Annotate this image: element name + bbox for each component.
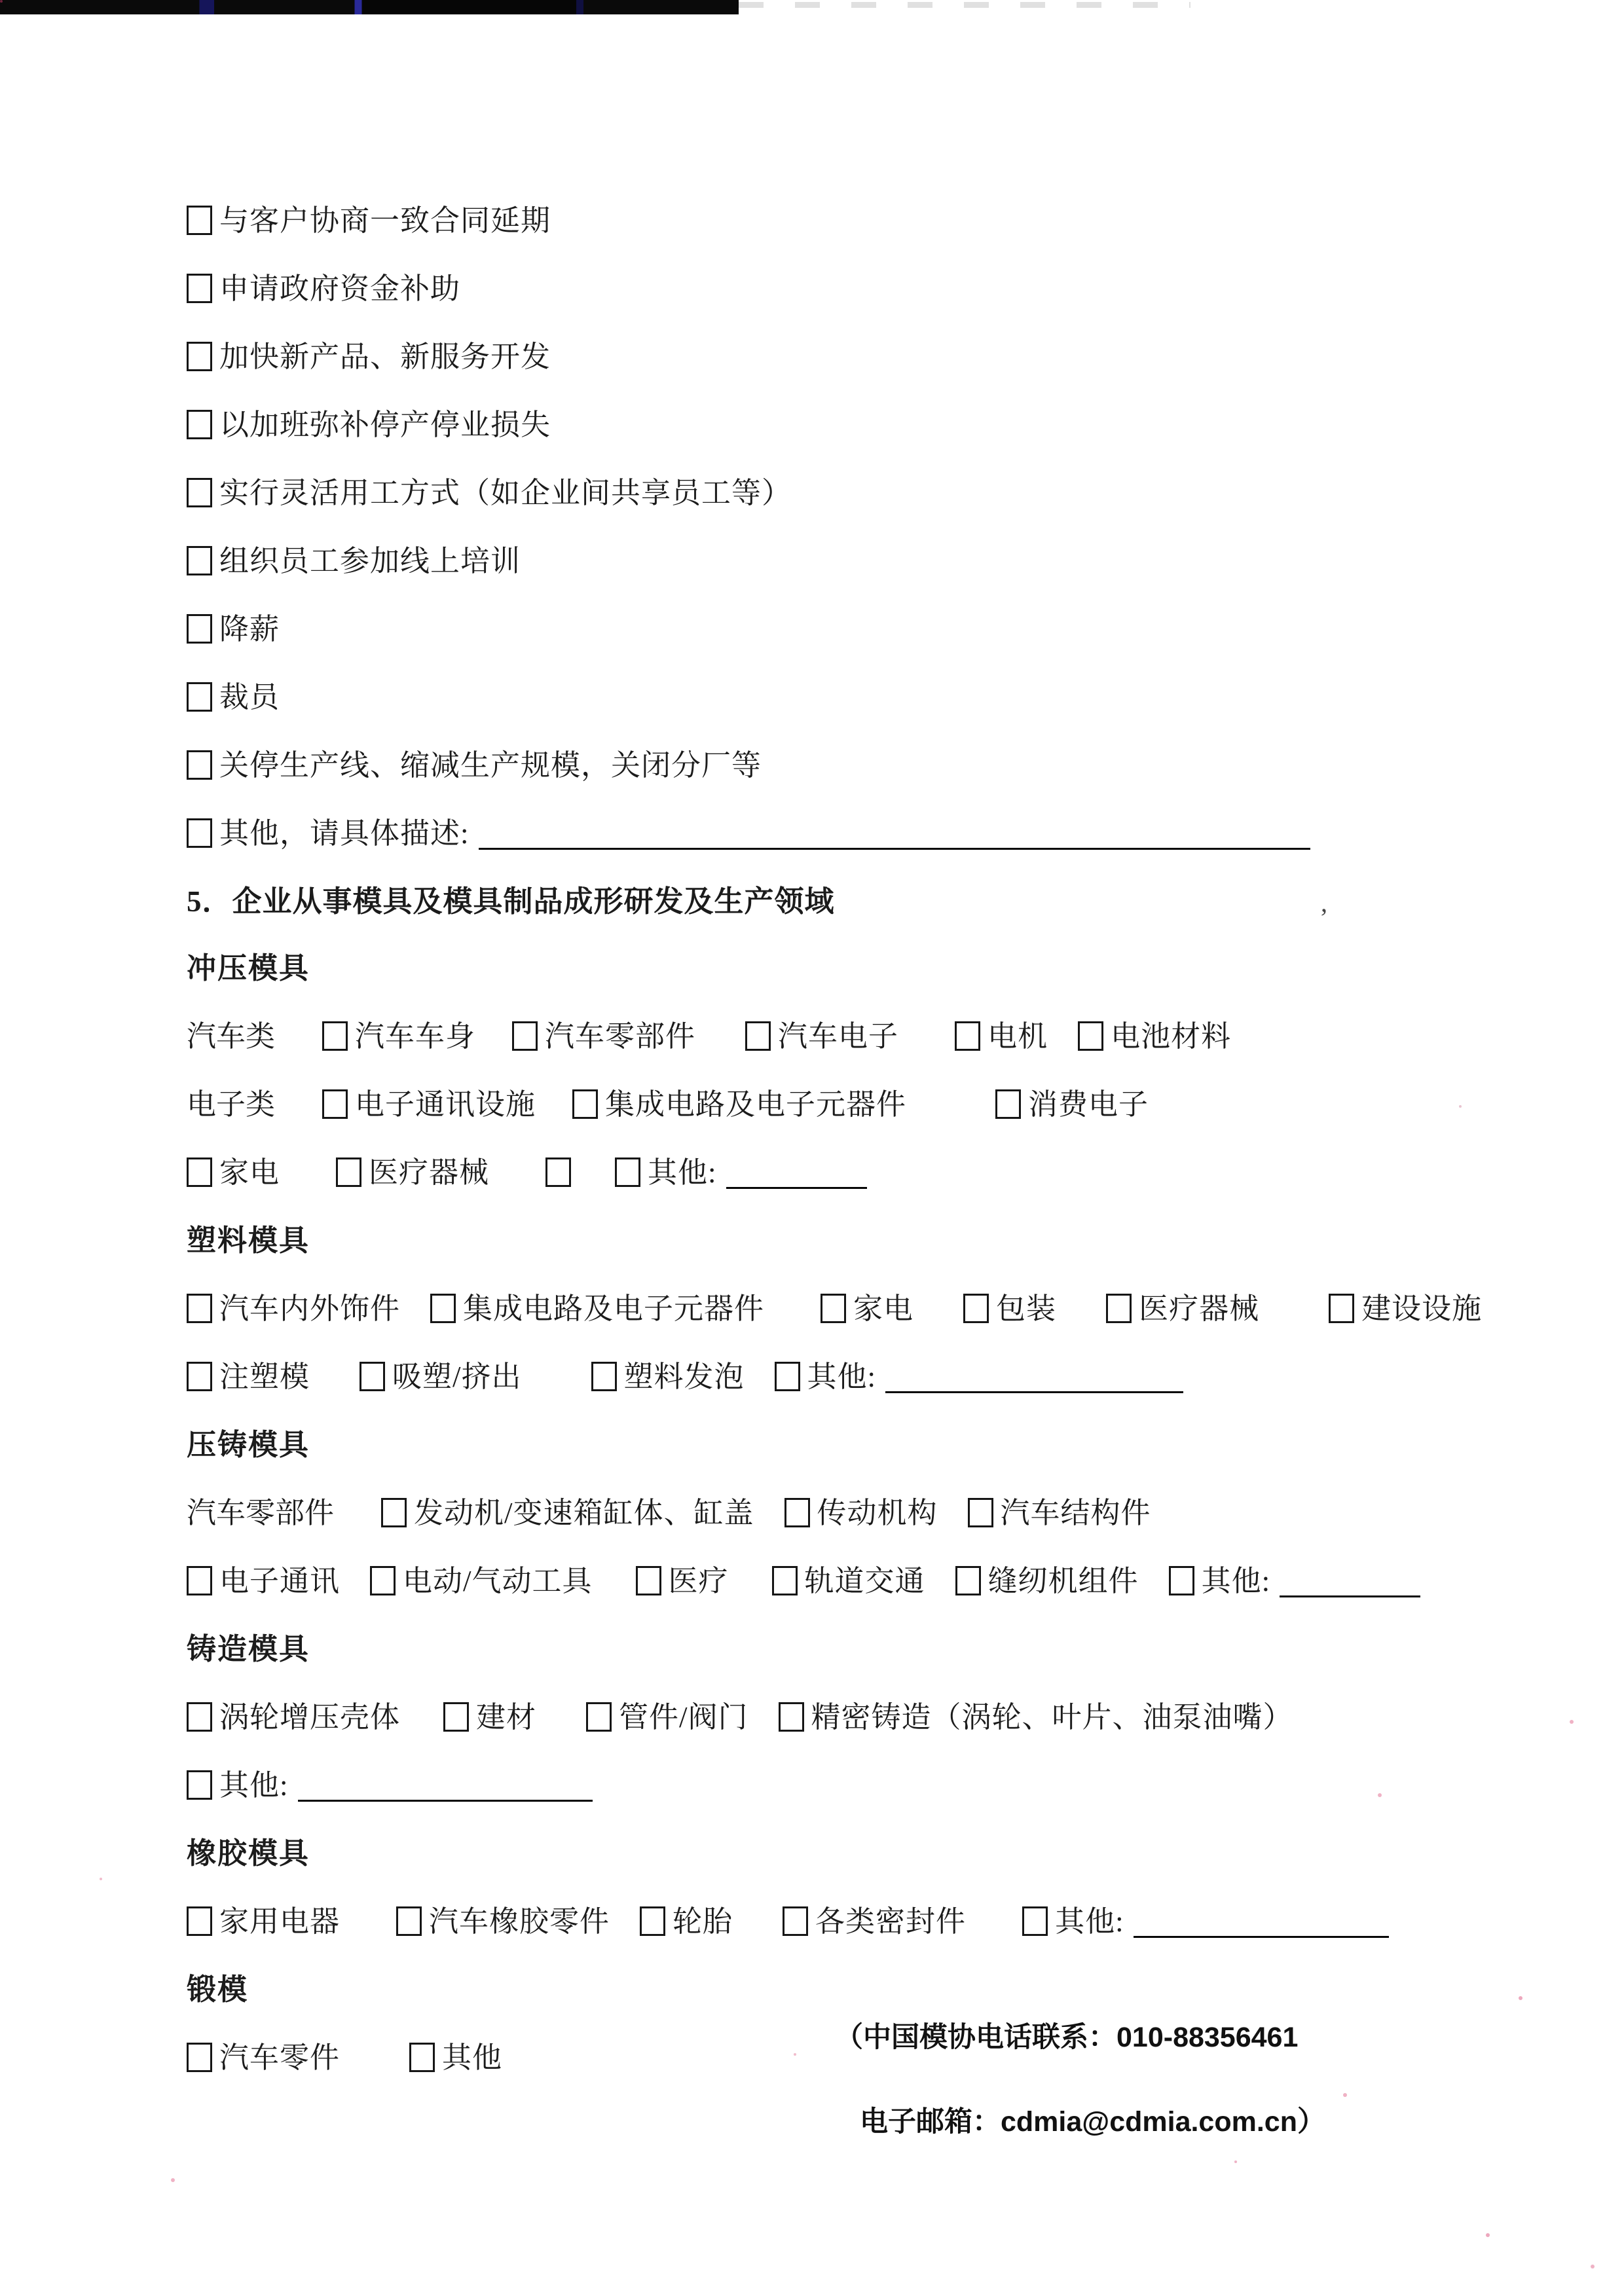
checkbox[interactable] (955, 1021, 980, 1051)
option-item (187, 1290, 400, 1328)
option-item (1106, 1290, 1259, 1328)
option-label: 以加班弥补停产停业损失 (219, 409, 551, 441)
option-item (360, 1358, 522, 1396)
option-item (1329, 1290, 1482, 1328)
option-label: 实行灵活用工方式（如企业间共享员工等） (219, 477, 792, 509)
option-item (430, 1290, 764, 1328)
option-label: 其他: (807, 1360, 877, 1393)
option-item (963, 1290, 1056, 1328)
scan-stray-mark: ’ (1320, 903, 1329, 932)
option-item (409, 2039, 502, 2077)
checkbox[interactable] (187, 1362, 212, 1391)
checkbox[interactable] (360, 1362, 385, 1391)
option-item (187, 1766, 593, 1804)
option-label: 组织员工参加线上培训 (219, 545, 521, 577)
option-label: 汽车电子 (778, 1020, 899, 1053)
checkbox[interactable] (995, 1089, 1021, 1119)
option-label: 汽车内外饰件 (219, 1292, 401, 1325)
option-label: 缝纫机组件 (987, 1565, 1139, 1597)
option-label: 注塑模 (219, 1360, 310, 1393)
checkbox[interactable] (779, 1702, 804, 1732)
option-label: 家电 (219, 1156, 280, 1189)
option-label: 加快新产品、新服务开发 (219, 340, 551, 373)
option-item (775, 1358, 1184, 1396)
option-item (1022, 1903, 1389, 1941)
checkbox[interactable] (187, 2043, 212, 2072)
checkbox[interactable] (636, 1566, 661, 1595)
option-label: 塑料发泡 (623, 1360, 745, 1393)
other-fill-line[interactable] (1134, 1911, 1389, 1938)
option-label: 降薪 (219, 613, 280, 646)
option-label: 关停生产线、缩减生产规模，关闭分厂等 (219, 749, 762, 782)
checkbox[interactable] (1078, 1021, 1103, 1051)
option-row (187, 1358, 1464, 1396)
option-label: 汽车零件 (219, 2041, 341, 2074)
checkbox[interactable] (955, 1566, 981, 1595)
option-item (955, 1562, 1139, 1600)
option-item (968, 1494, 1151, 1532)
option-label: 电动/气动工具 (403, 1565, 593, 1597)
option-row (187, 1903, 1464, 1941)
option-label: 裁员 (219, 681, 280, 714)
option-item (187, 1562, 340, 1600)
option-item (187, 270, 460, 308)
option-label: 其他: (648, 1156, 717, 1189)
option-label: 医疗器械 (1139, 1292, 1260, 1325)
option-label: 电子通讯 (219, 1565, 341, 1597)
option-label: 吸塑/挤出 (392, 1360, 522, 1393)
option-label: 其他: (219, 1769, 289, 1802)
checkbox[interactable] (784, 1498, 810, 1527)
option-item (187, 1494, 351, 1532)
other-fill-line[interactable] (726, 1162, 867, 1189)
checkbox[interactable] (187, 1294, 212, 1323)
option-label: 其他 (442, 2041, 503, 2074)
checkbox[interactable] (370, 1566, 396, 1595)
checkbox[interactable] (1106, 1294, 1132, 1323)
option-item (187, 746, 762, 784)
checkbox[interactable] (586, 1702, 612, 1732)
option-item (187, 1698, 400, 1736)
question5-title: 5．企业从事模具及模具制品成形研发及生产领域 (187, 885, 835, 918)
association-contact-note (835, 2015, 1555, 2140)
checkbox[interactable] (615, 1157, 640, 1187)
checkbox[interactable] (187, 750, 212, 780)
checkbox[interactable] (336, 1157, 361, 1187)
option-item (615, 1154, 867, 1192)
checkbox[interactable] (396, 1906, 422, 1936)
option-label: 建设设施 (1361, 1292, 1483, 1325)
option-item (187, 1085, 292, 1123)
checkbox[interactable] (1169, 1566, 1194, 1595)
section-heading: 塑料模具 (187, 1224, 310, 1257)
checkbox[interactable] (187, 342, 212, 371)
checkbox[interactable] (187, 682, 212, 712)
option-item (187, 1154, 280, 1192)
checkbox[interactable] (187, 614, 212, 644)
option-item (572, 1085, 906, 1123)
section-heading: 橡胶模具 (187, 1837, 310, 1870)
option-item (640, 1903, 733, 1941)
contact-phone-line: （中国模协电话联系：010-88356461 (835, 2022, 1299, 2053)
option-item (772, 1562, 925, 1600)
option-item (370, 1562, 593, 1600)
option-row (187, 1562, 1464, 1600)
option-row (187, 1766, 1464, 1804)
checkbox[interactable] (187, 478, 212, 507)
option-item (636, 1562, 729, 1600)
option-label: 医疗 (668, 1565, 729, 1597)
option-label: 轨道交通 (804, 1565, 925, 1597)
section-heading: 铸造模具 (187, 1633, 310, 1666)
scan-artifact-top-band (0, 0, 739, 14)
option-item (187, 474, 792, 512)
option-label: 集成电路及电子元器件 (463, 1292, 765, 1325)
option-label: 其他: (1055, 1905, 1124, 1938)
option-row (187, 1154, 1464, 1192)
option-label: 申请政府资金补助 (219, 272, 461, 305)
option-item (381, 1494, 754, 1532)
option-row (187, 406, 1464, 444)
checkbox[interactable] (430, 1294, 456, 1323)
contact-email-line: 电子邮箱：cdmia@cdmia.com.cn） (860, 2106, 1325, 2138)
option-item (187, 542, 521, 580)
option-item (784, 1494, 938, 1532)
option-item (586, 1698, 748, 1736)
option-row (187, 746, 1464, 784)
option-item (512, 1017, 695, 1055)
option-label: 涡轮增压壳体 (219, 1701, 401, 1734)
option-row (187, 1085, 1464, 1123)
option-label: 电池材料 (1111, 1020, 1232, 1053)
option-label: 建材 (476, 1701, 537, 1734)
option-row (187, 1290, 1483, 1328)
option-item (187, 814, 1310, 852)
option-row (187, 270, 1464, 308)
option-label: 家电 (853, 1292, 914, 1325)
option-label: 管件/阀门 (619, 1701, 748, 1734)
option-item (187, 338, 551, 376)
scan-noise-speckles (0, 0, 3, 3)
option-label: 与客户协商一致合同延期 (219, 204, 551, 237)
option-item (187, 678, 280, 716)
checkbox[interactable] (187, 1770, 212, 1800)
option-row (187, 338, 1464, 376)
option-item (187, 610, 280, 648)
other-fill-line[interactable] (479, 823, 1310, 850)
option-item (779, 1698, 1293, 1736)
option-row (187, 542, 1464, 580)
checkbox[interactable] (772, 1566, 798, 1595)
scan-artifact-top-band-faint (739, 2, 1190, 8)
option-item (1078, 1017, 1231, 1055)
option-item (322, 1017, 475, 1055)
option-label: 汽车结构件 (1000, 1497, 1151, 1529)
checkbox[interactable] (381, 1498, 407, 1527)
option-label: 包装 (996, 1292, 1057, 1325)
checkbox[interactable] (591, 1362, 617, 1391)
option-item (1169, 1562, 1421, 1600)
option-item (187, 1017, 292, 1055)
question5-sections (187, 949, 1483, 2077)
option-item (955, 1017, 1048, 1055)
section-heading: 锻模 (187, 1973, 249, 2006)
option-label: 医疗器械 (369, 1156, 490, 1189)
option-item (336, 1154, 489, 1192)
checkbox[interactable] (821, 1294, 846, 1323)
option-row (187, 1494, 1464, 1532)
section-heading: 压铸模具 (187, 1429, 310, 1461)
option-item (187, 202, 551, 240)
checkbox[interactable] (745, 1021, 771, 1051)
checkbox[interactable] (512, 1021, 538, 1051)
option-label: 汽车橡胶零件 (429, 1905, 610, 1938)
option-item (745, 1017, 898, 1055)
option-label: 各类密封件 (815, 1905, 967, 1938)
checkbox[interactable] (963, 1294, 989, 1323)
other-fill-line[interactable] (298, 1775, 593, 1802)
option-label: 家用电器 (219, 1905, 341, 1938)
option-row (187, 678, 1464, 716)
checkbox[interactable] (572, 1089, 598, 1119)
checkbox[interactable] (443, 1702, 469, 1732)
option-label: 集成电路及电子元器件 (605, 1088, 907, 1121)
checkbox[interactable] (545, 1157, 571, 1187)
row-prefix-label: 电子类 (187, 1088, 276, 1121)
checkbox[interactable] (187, 1702, 212, 1732)
document-content (187, 202, 1483, 2107)
checkbox[interactable] (187, 1157, 212, 1187)
option-item (821, 1290, 913, 1328)
checkbox[interactable] (409, 2043, 435, 2072)
option-label: 电子通讯设施 (355, 1088, 536, 1121)
checkbox[interactable] (322, 1089, 348, 1119)
checkbox[interactable] (783, 1906, 808, 1936)
option-row (187, 610, 1464, 648)
option-item (545, 1154, 578, 1192)
option-row (187, 814, 1464, 852)
option-label: 传动机构 (817, 1497, 938, 1529)
option-label: 轮胎 (673, 1905, 733, 1938)
option-row (187, 1017, 1464, 1055)
option-item (187, 2039, 340, 2077)
option-label: 其他: (1201, 1565, 1271, 1597)
option-item (187, 406, 551, 444)
checkbox[interactable] (968, 1498, 993, 1527)
option-label: 发动机/变速箱缸体、缸盖 (414, 1497, 754, 1529)
checkbox[interactable] (322, 1021, 348, 1051)
option-label: 精密铸造（涡轮、叶片、油泵油嘴） (811, 1701, 1293, 1734)
checkbox[interactable] (187, 1566, 212, 1595)
question4-options-list (187, 202, 1464, 852)
option-item (396, 1903, 610, 1941)
option-label: 电机 (987, 1020, 1048, 1053)
option-label: 汽车零部件 (545, 1020, 696, 1053)
other-fill-line[interactable] (1280, 1571, 1420, 1597)
checkbox[interactable] (775, 1362, 800, 1391)
option-row (187, 202, 1464, 240)
row-prefix-label: 汽车零部件 (187, 1497, 335, 1529)
option-item (995, 1085, 1149, 1123)
option-item (322, 1085, 536, 1123)
option-item (443, 1698, 536, 1736)
option-item (187, 1358, 310, 1396)
other-fill-line[interactable] (885, 1366, 1183, 1393)
checkbox[interactable] (187, 274, 212, 303)
checkbox[interactable] (187, 818, 212, 848)
option-item (187, 1903, 340, 1941)
row-prefix-label: 汽车类 (187, 1020, 276, 1053)
checkbox[interactable] (640, 1906, 665, 1936)
option-row (187, 1698, 1464, 1736)
checkbox[interactable] (187, 546, 212, 575)
checkbox[interactable] (1022, 1906, 1048, 1936)
checkbox[interactable] (1329, 1294, 1354, 1323)
option-label: 其他，请具体描述: (219, 817, 470, 850)
checkbox[interactable] (187, 410, 212, 439)
checkbox[interactable] (187, 1906, 212, 1936)
checkbox[interactable] (187, 206, 212, 235)
option-item (783, 1903, 966, 1941)
option-label: 汽车车身 (355, 1020, 476, 1053)
section-heading: 冲压模具 (187, 952, 310, 985)
option-item (591, 1358, 745, 1396)
option-label: 消费电子 (1028, 1088, 1149, 1121)
option-row (187, 474, 1464, 512)
